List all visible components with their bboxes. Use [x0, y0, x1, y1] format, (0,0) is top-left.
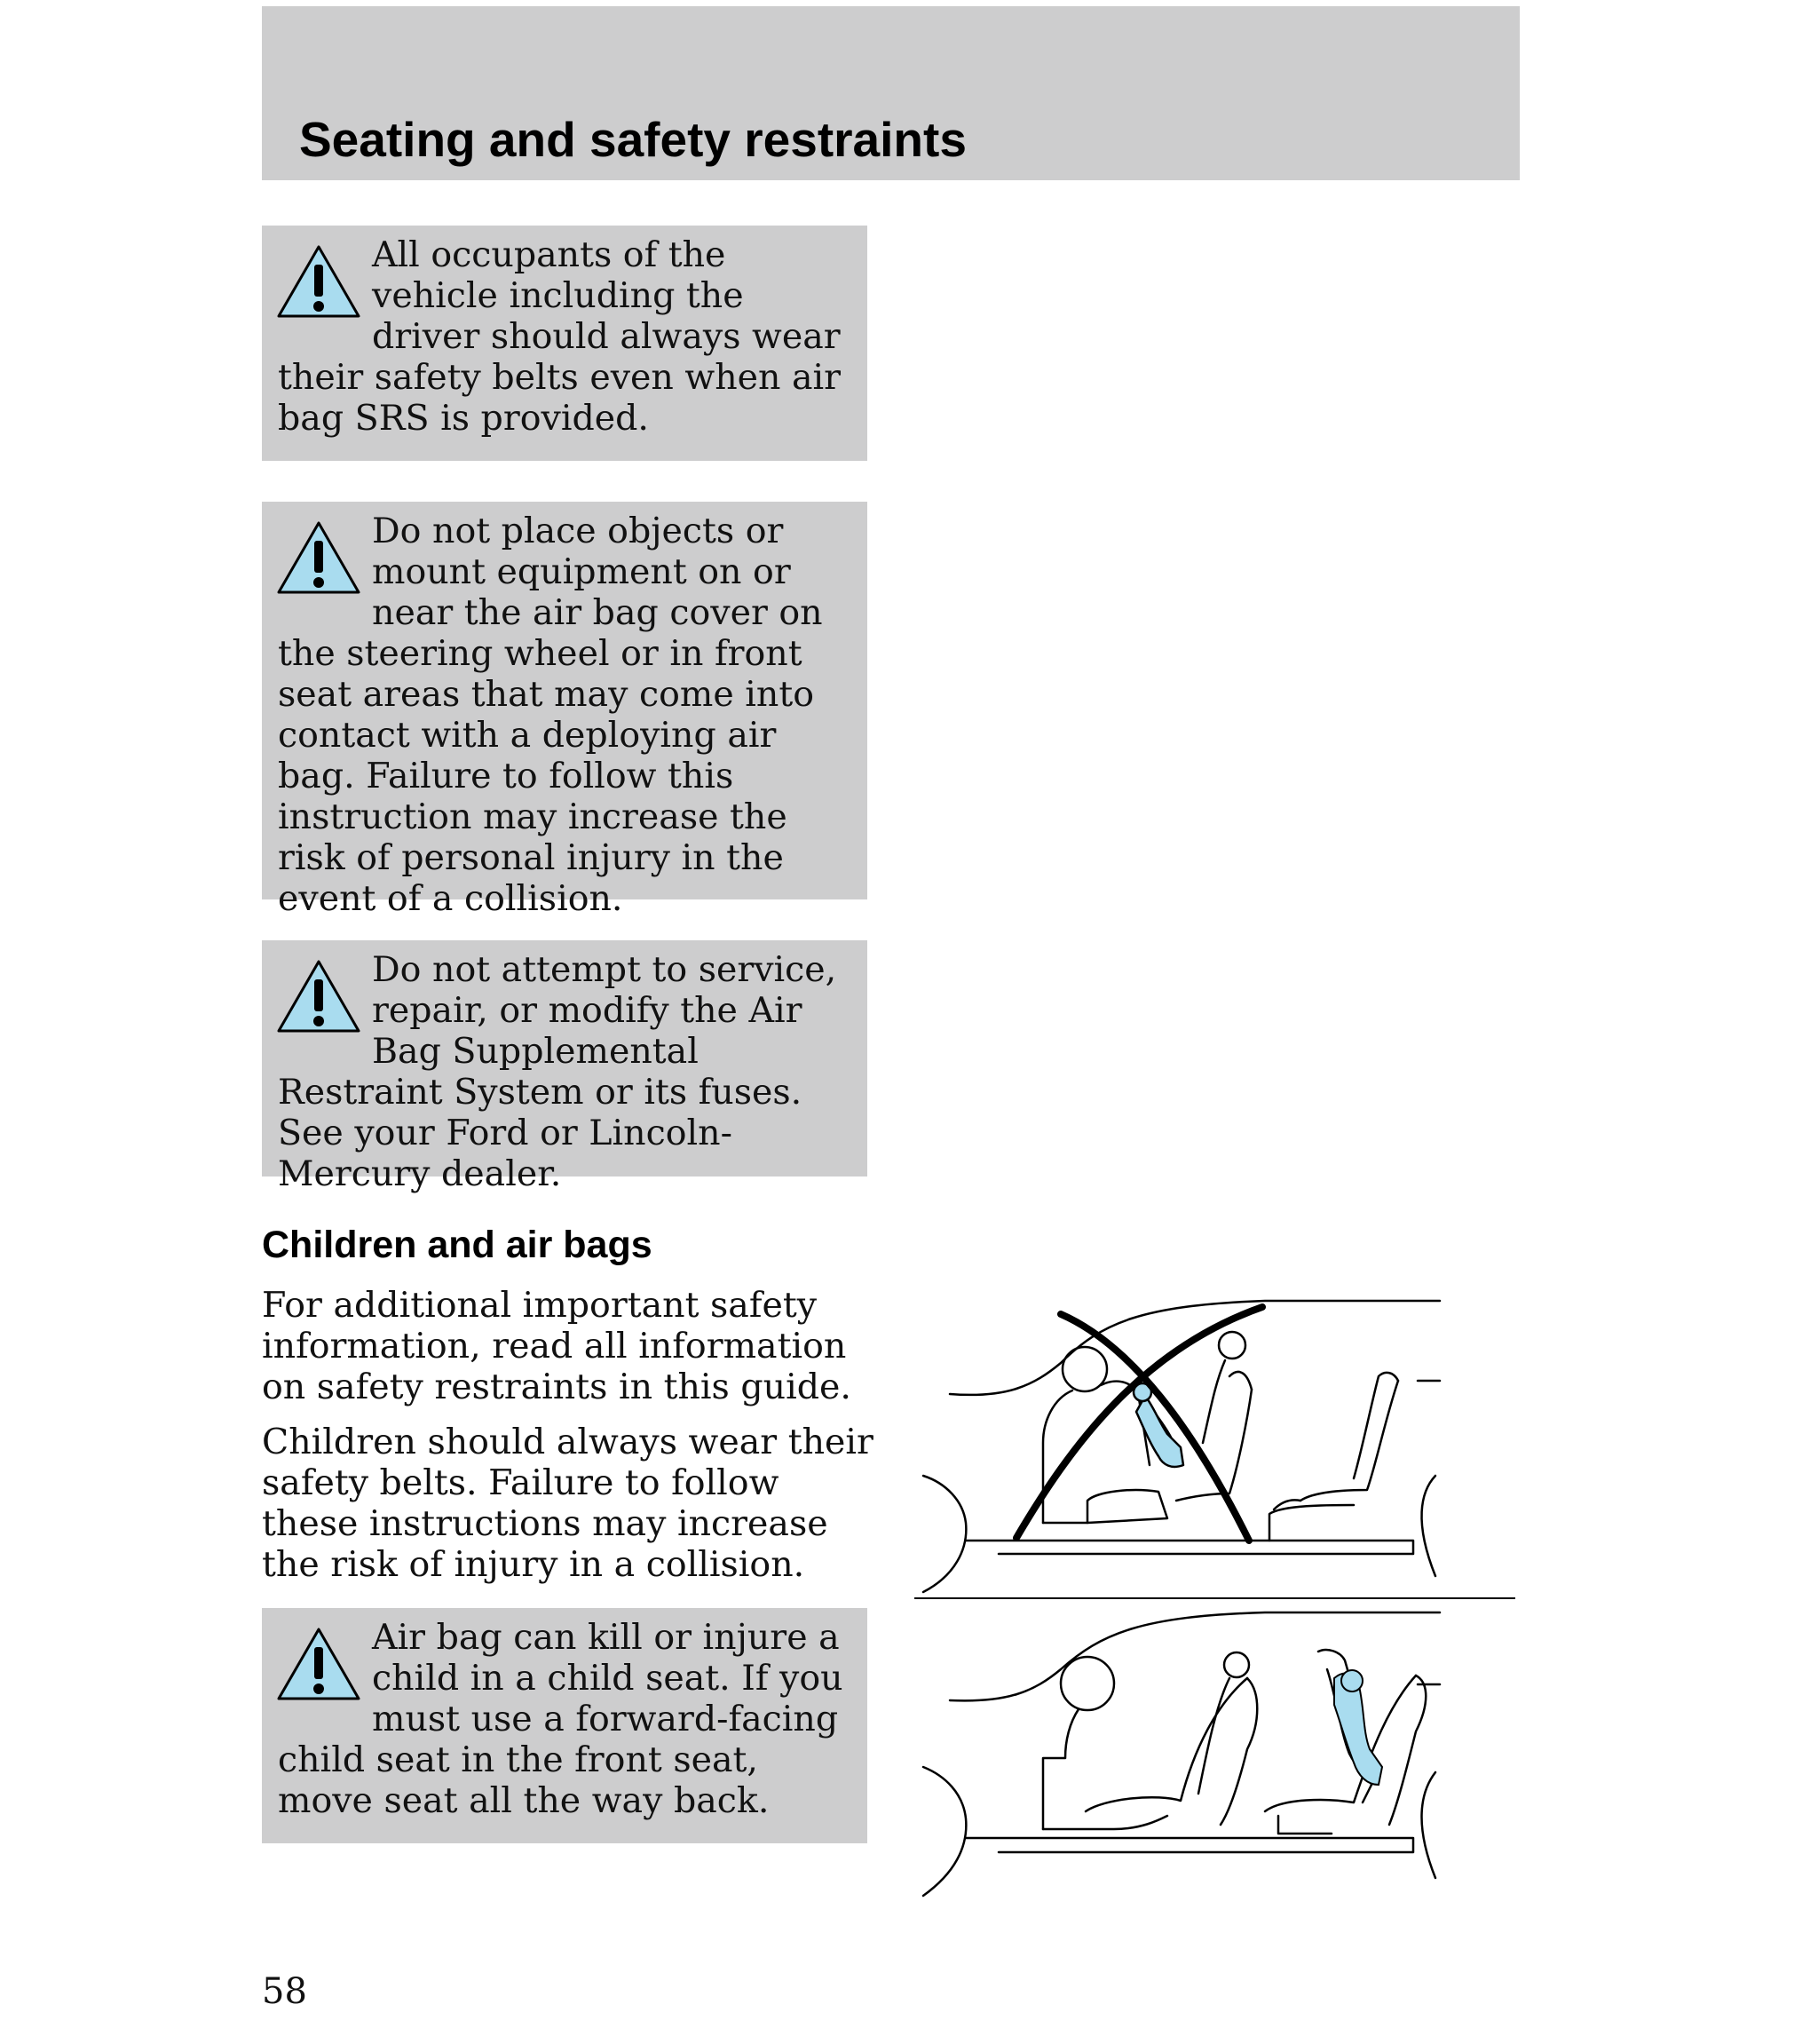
warning-text: Do not place objects or mount equipment on or near the air bag cover on the steering wheel or in front seat areas that may come into contact with a deploying air bag. Failure to follow this instruction may increase the risk of personal injury in the event of a collision. — [278, 511, 823, 919]
warning-box — [262, 1608, 867, 1843]
warning-triangle-icon — [274, 956, 363, 1038]
warning-box — [262, 226, 867, 461]
warning-box — [262, 940, 867, 1194]
warning-triangle-icon — [274, 1624, 363, 1706]
body-paragraph: For additional important safety information, read all information on safety restraints in this guide. — [262, 1285, 851, 1407]
warning-text: All occupants of the vehicle including the driver should always wear their safety belts even when air bag SRS is provided. — [278, 234, 842, 439]
page-title: Seating and safety restraints — [299, 112, 967, 167]
warning-text: Air bag can kill or injure a child in a child seat. If you must use a forward-facing child seat in the front seat, move seat all the way back. — [278, 1617, 843, 1821]
header-band — [262, 6, 1520, 180]
section-heading: Children and air bags — [262, 1224, 652, 1266]
warning-triangle-icon — [274, 518, 363, 599]
warning-box — [262, 502, 867, 919]
child-seat-illustration — [910, 1287, 1522, 1909]
warning-text: Do not attempt to service, repair, or modify the Air Bag Supplemental Restraint System or its fuses. See your Ford or Lincoln-Mercury dealer. — [278, 949, 837, 1194]
page-number: 58 — [262, 1971, 307, 2012]
warning-triangle-icon — [274, 242, 363, 323]
body-paragraph: Children should always wear their safety belts. Failure to follow these instructions may increase the risk of injury in a collision. — [262, 1422, 873, 1585]
